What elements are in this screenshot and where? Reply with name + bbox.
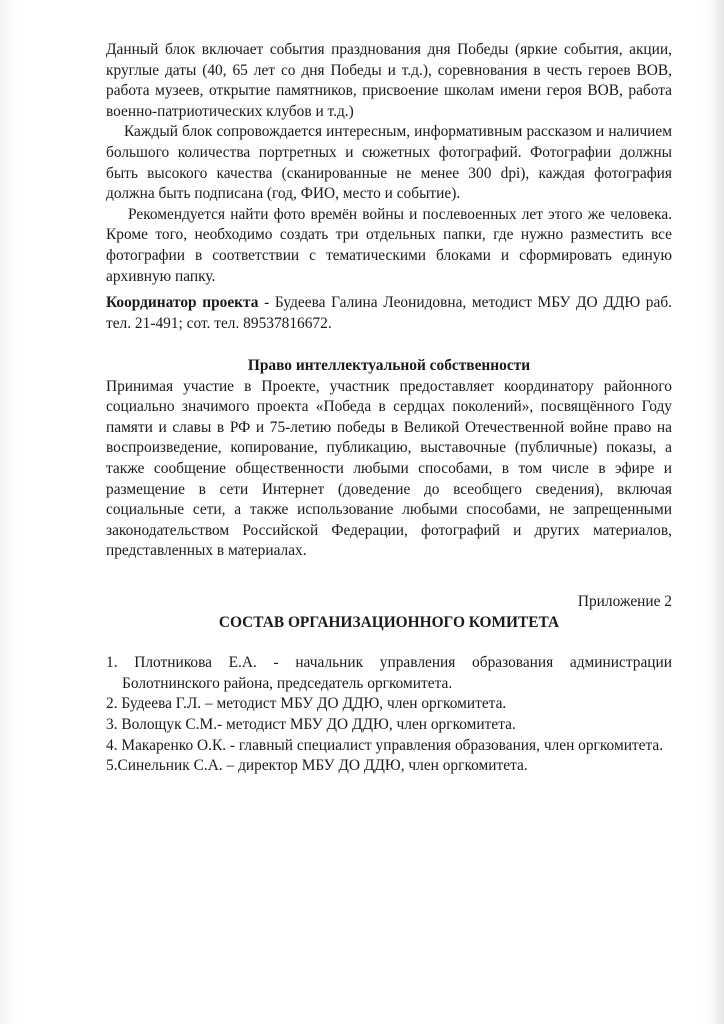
paragraph-events: Данный блок включает события празднования дня Победы (яркие события, акции, круглые даты (40, 65 лет со дня Победы и т.д.), соревнования в честь героев ВОВ, работа музеев, открытие памятников, присвоение школам имени героя ВОВ, работа военно-патриотических клубов и т.д.) xyxy=(106,41,672,120)
appendix-label: Приложение 2 xyxy=(577,593,672,610)
paragraph-recommendation: Рекомендуется найти фото времён войны и послевоенных лет этого же человека. Кроме того, необходимо создать три отдельных папки, где нужно разместить все фотографии в соответствии с тематическими блоками и сформировать единую архивную папку. xyxy=(106,205,672,285)
committee-member-3: 3. Волощук С.М.- методист МБУ ДО ДДЮ, член оргкомитета. xyxy=(106,715,516,733)
coordinator-label: Координатор проекта xyxy=(106,294,259,311)
coordinator-paragraph xyxy=(106,293,672,334)
events-block-description xyxy=(106,40,672,287)
paragraph-photo-requirements: Каждый блок сопровождается интересным, информативным рассказом и наличием большого количества портретных и сюжетных фотографий. Фотографии должны быть высокого качества (сканированные не менее 300 dpi), каждая фотография должна быть подписана (год, ФИО, место и событие). xyxy=(106,123,672,203)
committee-member-1: 1. Плотникова Е.А. - начальник управления образования администрации Болотнинского района, председатель оргкомитета. xyxy=(106,654,672,692)
page-edge-shadow xyxy=(712,0,724,1024)
committee-member-5: 5.Синельник С.А. – директор МБУ ДО ДДЮ, член оргкомитета. xyxy=(106,757,528,775)
coordinator-text: - Будеева Галина Леонидовна, методист МБУ ДО ДДЮ раб. тел. 21-491; сот. тел. 89537816672. xyxy=(106,294,672,332)
ip-section xyxy=(106,356,672,562)
ip-heading: Право интеллектуальной собственности xyxy=(247,357,531,374)
coordinator-section xyxy=(106,293,672,334)
appendix-heading: СОСТАВ ОРГАНИЗАЦИОННОГО КОМИТЕТА xyxy=(218,613,560,631)
committee-member-4: 4. Макаренко О.К. - главный специалист управления образования, член оргкомитета. xyxy=(106,736,664,754)
appendix-section xyxy=(106,592,672,777)
ip-text: Принимая участие в Проекте, участник предоставляет координатору районного социально значимого проекта «Победа в сердцах поколений», посвящённого Году памяти и славы в РФ и 75-летию победы в Великой Отечественной войне право на воспроизведение, копирование, публикацию, выставочные (публичные) показы, а также сообщение общественности любыми способами, в том числе в эфире и размещение в сети Интернет (доведение до всеобщего сведения), включая социальные сети, а также использование любыми способами, не запрещенными законодательством Российской Федерации, фотографий и других материалов, представленных в материалах. xyxy=(106,377,672,560)
committee-member-2: 2. Будеева Г.Л. – методист МБУ ДО ДДЮ, член оргкомитета. xyxy=(106,695,507,713)
